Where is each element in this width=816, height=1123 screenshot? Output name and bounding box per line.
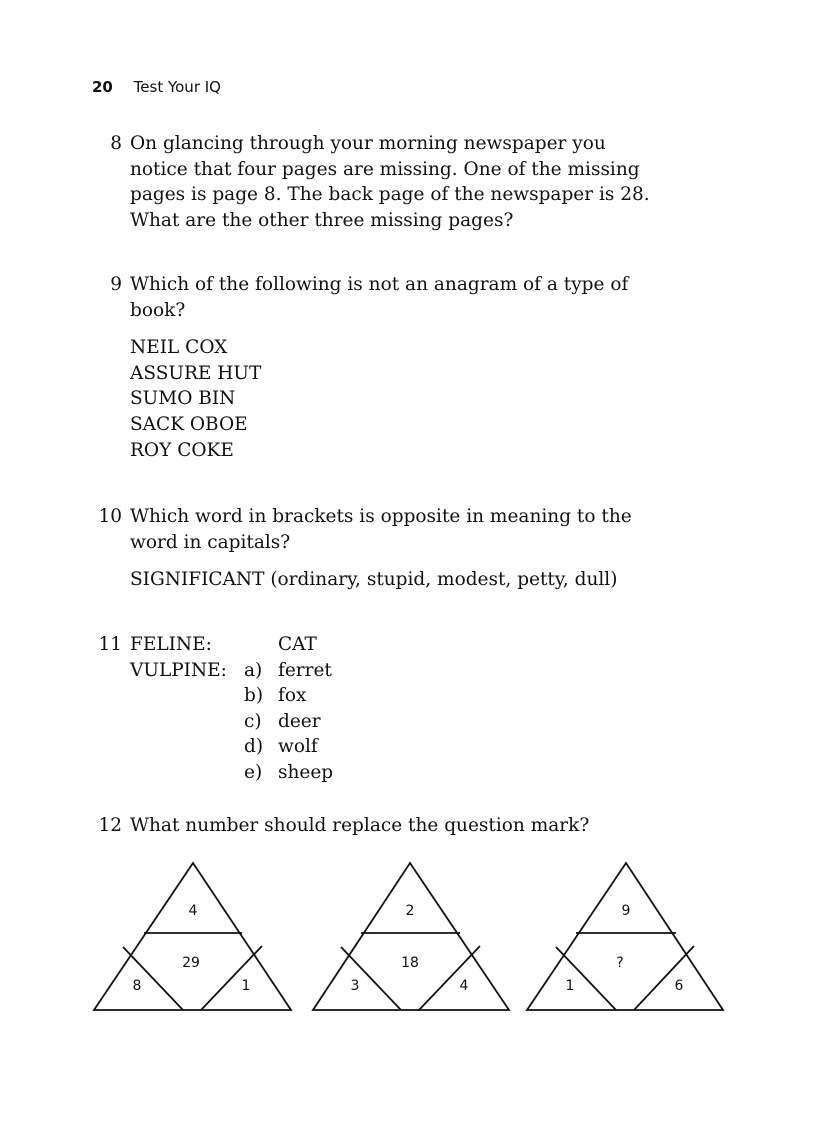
triangle-2-center-value: 18 xyxy=(401,955,419,971)
text-line: Which word in brackets is opposite in meaning to the xyxy=(130,506,632,527)
question-number: 9 xyxy=(110,274,122,295)
choice-letter: e) xyxy=(244,761,263,783)
triangle-1-right-value: 1 xyxy=(241,978,251,994)
choice-letter: c) xyxy=(244,710,262,732)
text-line: book? xyxy=(130,299,186,321)
question-number: 10 xyxy=(98,506,122,527)
triangle-2-top-value: 2 xyxy=(405,903,415,919)
text-line: What number should replace the question mark? xyxy=(130,815,590,836)
text-line: notice that four pages are missing. One of the missing xyxy=(130,158,640,180)
question-number: 11 xyxy=(98,634,122,655)
triangle-3-top-value: 9 xyxy=(621,903,631,919)
option-item: ROY COKE xyxy=(130,439,234,461)
triangle-2 xyxy=(313,863,509,1010)
triangle-3-right-value: 6 xyxy=(674,978,684,994)
pair-word: FELINE: xyxy=(130,634,212,655)
triangle-1-left-value: 8 xyxy=(132,978,142,994)
text-line: word in capitals? xyxy=(130,531,291,553)
question-number: 8 xyxy=(110,133,122,154)
choice-text: ferret xyxy=(278,659,332,681)
triangle-2-right-value: 4 xyxy=(459,978,469,994)
text-line: pages is page 8. The back page of the newspaper is 28. xyxy=(130,184,650,205)
choice-letter: a) xyxy=(244,659,263,681)
choice-text: fox xyxy=(278,685,307,706)
option-item: SUMO BIN xyxy=(130,388,236,410)
query-word: VULPINE: xyxy=(130,659,227,681)
option-item: ASSURE HUT xyxy=(130,362,262,384)
text-line: Which of the following is not an anagram of a type of xyxy=(130,274,629,295)
choice-text: sheep xyxy=(278,761,334,783)
pair-answer: CAT xyxy=(278,634,317,655)
running-title: Test Your IQ xyxy=(133,78,221,96)
text-line: What are the other three missing pages? xyxy=(130,209,514,231)
text-line: On glancing through your morning newspaper you xyxy=(130,133,606,154)
choice-text: wolf xyxy=(278,736,318,757)
triangle-1-center-value: 29 xyxy=(182,955,200,971)
triangle-3-center-value: ? xyxy=(616,955,624,971)
prompt-line: SIGNIFICANT (ordinary, stupid, modest, petty, dull) xyxy=(130,569,618,590)
triangle-3-left-value: 1 xyxy=(565,978,575,994)
triangle-3 xyxy=(527,863,723,1010)
page-number: 20 xyxy=(92,78,113,96)
choice-text: deer xyxy=(278,710,321,732)
choice-letter: b) xyxy=(244,685,264,706)
question-number: 12 xyxy=(98,815,122,836)
choice-letter: d) xyxy=(244,736,264,757)
option-item: NEIL COX xyxy=(130,337,228,358)
triangle-1-top-value: 4 xyxy=(188,903,198,919)
triangle-2-left-value: 3 xyxy=(350,978,360,994)
triangle-1 xyxy=(94,863,291,1010)
option-item: SACK OBOE xyxy=(130,414,248,436)
